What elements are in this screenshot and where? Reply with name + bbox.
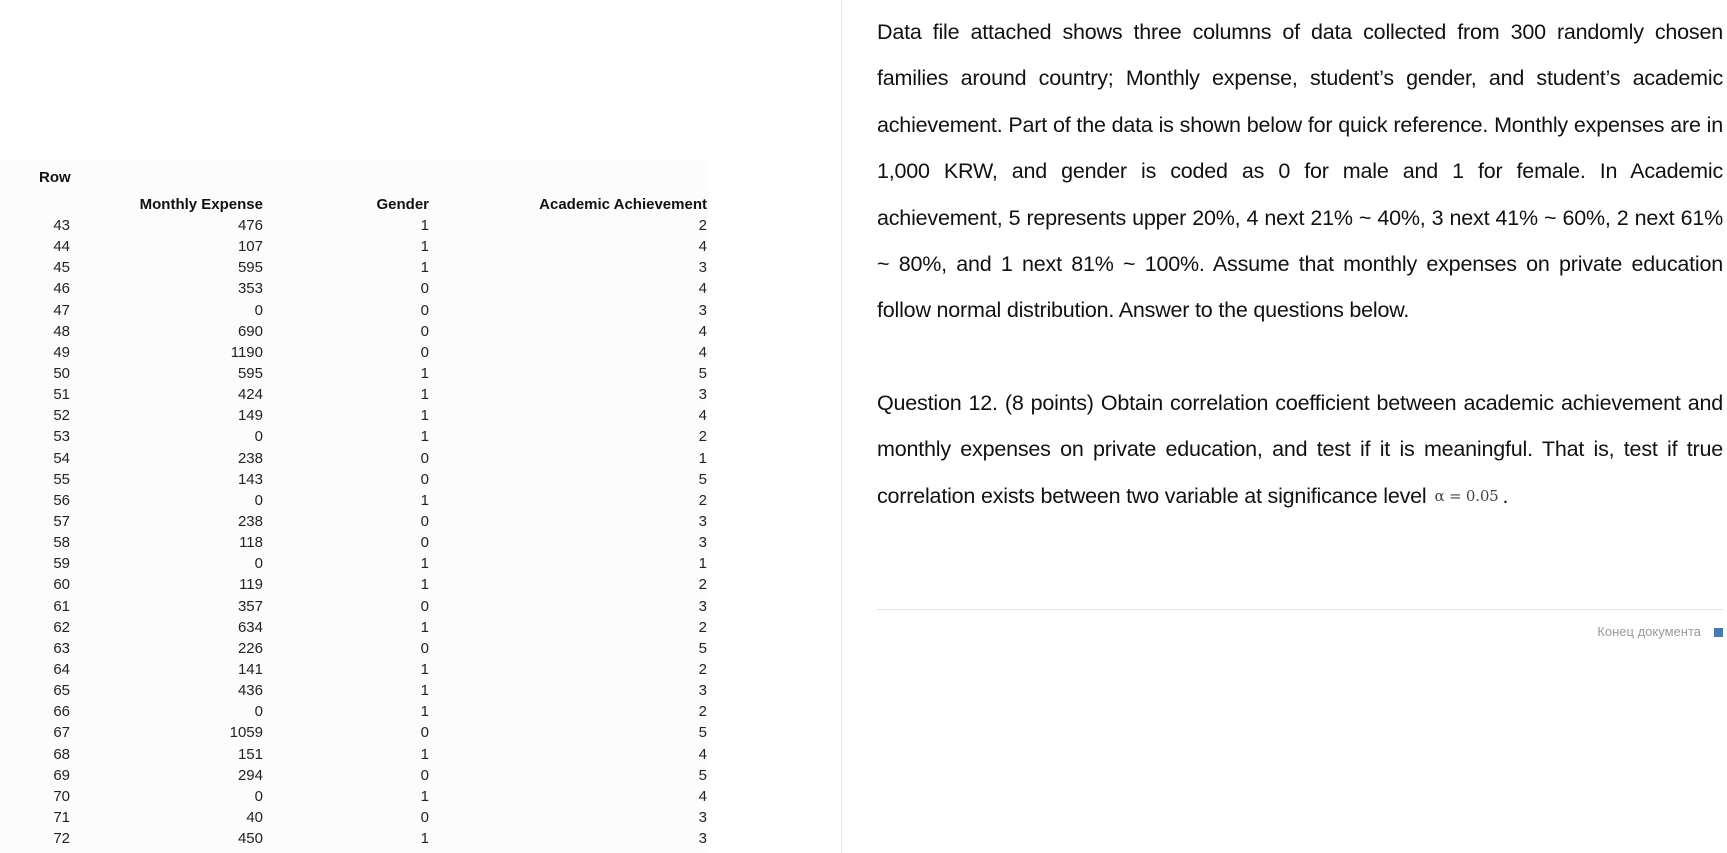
pane-divider (841, 0, 842, 853)
row-number-cell: 51 (53, 386, 70, 404)
monthly-expense-cell: 119 (239, 576, 263, 594)
monthly-expense-cell: 436 (237, 682, 263, 700)
academic-achievement-cell: 3 (698, 808, 707, 826)
table-row (0, 426, 708, 447)
monthly-expense-cell: 595 (237, 259, 263, 277)
intro-paragraph: Data file attached shows three columns of data collected from 300 randomly chosen families around country; Monthly expense, student’s gender, and student’s academic achievement. Part of the data is shown below for quick reference. Monthly expenses are in 1,000 KRW, and gender is coded as 0 for male and 1 for female. In Academic achievement, 5 represents upper 20%, 4 next 21% ~ 40%, 3 next 41% ~ 60%, 2 next 61% ~ 80%, and 1 next 81% ~ 100%. Assume that monthly expenses on private education follow normal distribution. Answer to the questions below. (877, 20, 1723, 323)
row-number-cell: 54 (53, 449, 70, 467)
table-row (0, 807, 708, 828)
table-row (0, 257, 708, 278)
table-row (0, 405, 708, 426)
monthly-expense-cell: 450 (237, 830, 263, 848)
academic-achievement-cell: 1 (698, 555, 707, 573)
row-number-cell: 56 (53, 491, 70, 509)
table-row (0, 342, 708, 363)
table-row (0, 278, 708, 299)
gender-cell: 0 (420, 301, 429, 319)
gender-cell: 0 (420, 724, 429, 742)
gender-cell: 1 (420, 555, 429, 573)
gender-cell: 1 (420, 703, 429, 721)
row-number-cell: 71 (53, 808, 70, 826)
monthly-expense-cell: 0 (254, 555, 263, 573)
sentence-period: . (1502, 483, 1509, 508)
row-number-cell: 72 (53, 830, 70, 848)
academic-achievement-cell: 3 (698, 386, 707, 404)
table-row (0, 574, 708, 595)
row-number-cell: 45 (53, 259, 70, 277)
academic-achievement-cell: 1 (698, 449, 707, 467)
alpha-formula: α = 0.05 (1434, 486, 1499, 505)
row-number-cell: 66 (53, 703, 70, 721)
monthly-expense-cell: 353 (237, 280, 263, 298)
academic-achievement-cell: 5 (698, 364, 707, 382)
table-row (0, 448, 708, 469)
data-table-body (0, 215, 708, 849)
gender-cell: 1 (420, 407, 429, 425)
academic-achievement-cell: 4 (698, 238, 707, 256)
row-column-header: Row (39, 169, 71, 186)
academic-achievement-cell: 3 (698, 259, 707, 277)
academic-achievement-cell: 3 (698, 597, 707, 615)
table-row (0, 300, 708, 321)
row-number-cell: 58 (53, 534, 70, 552)
gender-cell: 1 (420, 491, 429, 509)
row-number-cell: 63 (53, 639, 70, 657)
gender-cell: 1 (420, 576, 429, 594)
monthly-expense-cell: 595 (237, 364, 263, 382)
gender-header: Gender (376, 196, 429, 213)
academic-achievement-cell: 2 (698, 428, 707, 446)
data-sheet-pane (0, 0, 840, 853)
gender-cell: 0 (420, 766, 429, 784)
table-row (0, 659, 708, 680)
document-pane (877, 0, 1723, 639)
row-number-cell: 69 (53, 766, 70, 784)
monthly-expense-cell: 294 (237, 766, 263, 784)
table-row (0, 490, 708, 511)
academic-achievement-cell: 2 (698, 660, 707, 678)
monthly-expense-cell: 0 (254, 301, 263, 319)
end-of-document-label: Конец документа (1597, 624, 1701, 639)
monthly-expense-cell: 0 (254, 787, 263, 805)
gender-cell: 1 (420, 830, 429, 848)
gender-cell: 1 (420, 428, 429, 446)
question-12-text: Question 12. (8 points) Obtain correlation coefficient between academic achievement and monthly expenses on private education, and test if it is meaningful. That is, test if true correlation exists between two variable at significance level (877, 390, 1723, 508)
monthly-expense-cell: 0 (254, 428, 263, 446)
gender-cell: 1 (420, 660, 429, 678)
monthly-expense-cell: 690 (237, 322, 263, 340)
table-row (0, 321, 708, 342)
gender-cell: 0 (420, 322, 429, 340)
academic-achievement-cell: 3 (698, 512, 707, 530)
table-row (0, 532, 708, 553)
gender-cell: 0 (420, 597, 429, 615)
gender-cell: 1 (420, 682, 429, 700)
gender-cell: 1 (420, 259, 429, 277)
academic-achievement-cell: 2 (698, 491, 707, 509)
monthly-expense-cell: 424 (237, 386, 263, 404)
row-number-cell: 65 (53, 682, 70, 700)
table-row (0, 469, 708, 490)
academic-achievement-cell: 5 (698, 766, 707, 784)
row-number-cell: 68 (53, 745, 70, 763)
monthly-expense-cell: 143 (237, 470, 263, 488)
row-number-cell: 64 (53, 660, 70, 678)
table-row (0, 596, 708, 617)
row-number-cell: 55 (53, 470, 70, 488)
monthly-expense-cell: 238 (237, 449, 263, 467)
gender-cell: 1 (420, 364, 429, 382)
monthly-expense-cell: 1059 (229, 724, 263, 742)
academic-achievement-cell: 3 (698, 534, 707, 552)
monthly-expense-cell: 634 (237, 618, 263, 636)
academic-achievement-cell: 5 (698, 639, 707, 657)
monthly-expense-cell: 107 (237, 238, 263, 256)
table-row (0, 384, 708, 405)
academic-achievement-cell: 3 (698, 830, 707, 848)
row-number-cell: 67 (53, 724, 70, 742)
academic-achievement-cell: 4 (698, 280, 707, 298)
table-row (0, 511, 708, 532)
monthly-expense-cell: 118 (239, 534, 263, 552)
row-number-cell: 59 (53, 555, 70, 573)
row-number-cell: 46 (53, 280, 70, 298)
question-12-paragraph (877, 380, 1723, 519)
table-row (0, 215, 708, 236)
monthly-expense-cell: 141 (237, 660, 263, 678)
academic-achievement-cell: 5 (698, 724, 707, 742)
row-number-cell: 62 (53, 618, 70, 636)
end-of-document-rule (877, 609, 1723, 610)
academic-achievement-cell: 4 (698, 343, 707, 361)
academic-achievement-cell: 2 (698, 618, 707, 636)
row-number-cell: 61 (53, 597, 70, 615)
row-number-cell: 60 (53, 576, 70, 594)
academic-achievement-cell: 3 (698, 301, 707, 319)
academic-achievement-cell: 4 (698, 322, 707, 340)
table-row (0, 828, 708, 849)
monthly-expense-cell: 0 (254, 491, 263, 509)
table-row (0, 786, 708, 807)
academic-achievement-cell: 5 (698, 470, 707, 488)
end-of-document-marker-icon (1714, 628, 1723, 637)
gender-cell: 0 (420, 534, 429, 552)
academic-achievement-cell: 3 (698, 682, 707, 700)
row-number-cell: 47 (53, 301, 70, 319)
gender-cell: 1 (420, 745, 429, 763)
table-row (0, 722, 708, 743)
gender-cell: 1 (420, 238, 429, 256)
gender-cell: 0 (420, 639, 429, 657)
row-number-cell: 48 (53, 322, 70, 340)
gender-cell: 0 (420, 449, 429, 467)
gender-cell: 1 (420, 618, 429, 636)
academic-achievement-cell: 4 (698, 787, 707, 805)
table-row (0, 617, 708, 638)
academic-achievement-cell: 2 (698, 703, 707, 721)
table-row (0, 765, 708, 786)
monthly-expense-cell: 476 (237, 217, 263, 234)
gender-cell: 1 (420, 386, 429, 404)
monthly-expense-cell: 149 (237, 407, 263, 425)
row-number-cell: 43 (53, 217, 70, 234)
monthly-expense-cell: 151 (237, 745, 263, 763)
row-number-cell: 44 (53, 238, 70, 256)
gender-cell: 0 (420, 343, 429, 361)
table-row (0, 744, 708, 765)
row-number-cell: 50 (53, 364, 70, 382)
monthly-expense-cell: 226 (237, 639, 263, 657)
gender-cell: 0 (420, 808, 429, 826)
academic-achievement-cell: 2 (698, 576, 707, 594)
table-row (0, 701, 708, 722)
academic-achievement-cell: 4 (698, 745, 707, 763)
monthly-expense-cell: 238 (237, 512, 263, 530)
table-row (0, 363, 708, 384)
academic-achievement-header: Academic Achievement (539, 196, 707, 213)
gender-cell: 0 (420, 280, 429, 298)
table-row (0, 638, 708, 659)
academic-achievement-cell: 4 (698, 407, 707, 425)
row-number-cell: 53 (53, 428, 70, 446)
gender-cell: 1 (420, 787, 429, 805)
table-row (0, 236, 708, 257)
monthly-expense-cell: 1190 (230, 343, 263, 361)
gender-cell: 1 (420, 217, 429, 234)
row-number-cell: 52 (53, 407, 70, 425)
row-number-cell: 49 (53, 343, 70, 361)
row-number-cell: 70 (53, 787, 70, 805)
gender-cell: 0 (420, 470, 429, 488)
table-row (0, 680, 708, 701)
monthly-expense-header: Monthly Expense (139, 196, 263, 213)
monthly-expense-cell: 357 (237, 597, 263, 615)
academic-achievement-cell: 2 (698, 217, 707, 234)
monthly-expense-cell: 0 (254, 703, 263, 721)
gender-cell: 0 (420, 512, 429, 530)
monthly-expense-cell: 40 (246, 808, 263, 826)
row-number-cell: 57 (53, 512, 70, 530)
table-row (0, 553, 708, 574)
